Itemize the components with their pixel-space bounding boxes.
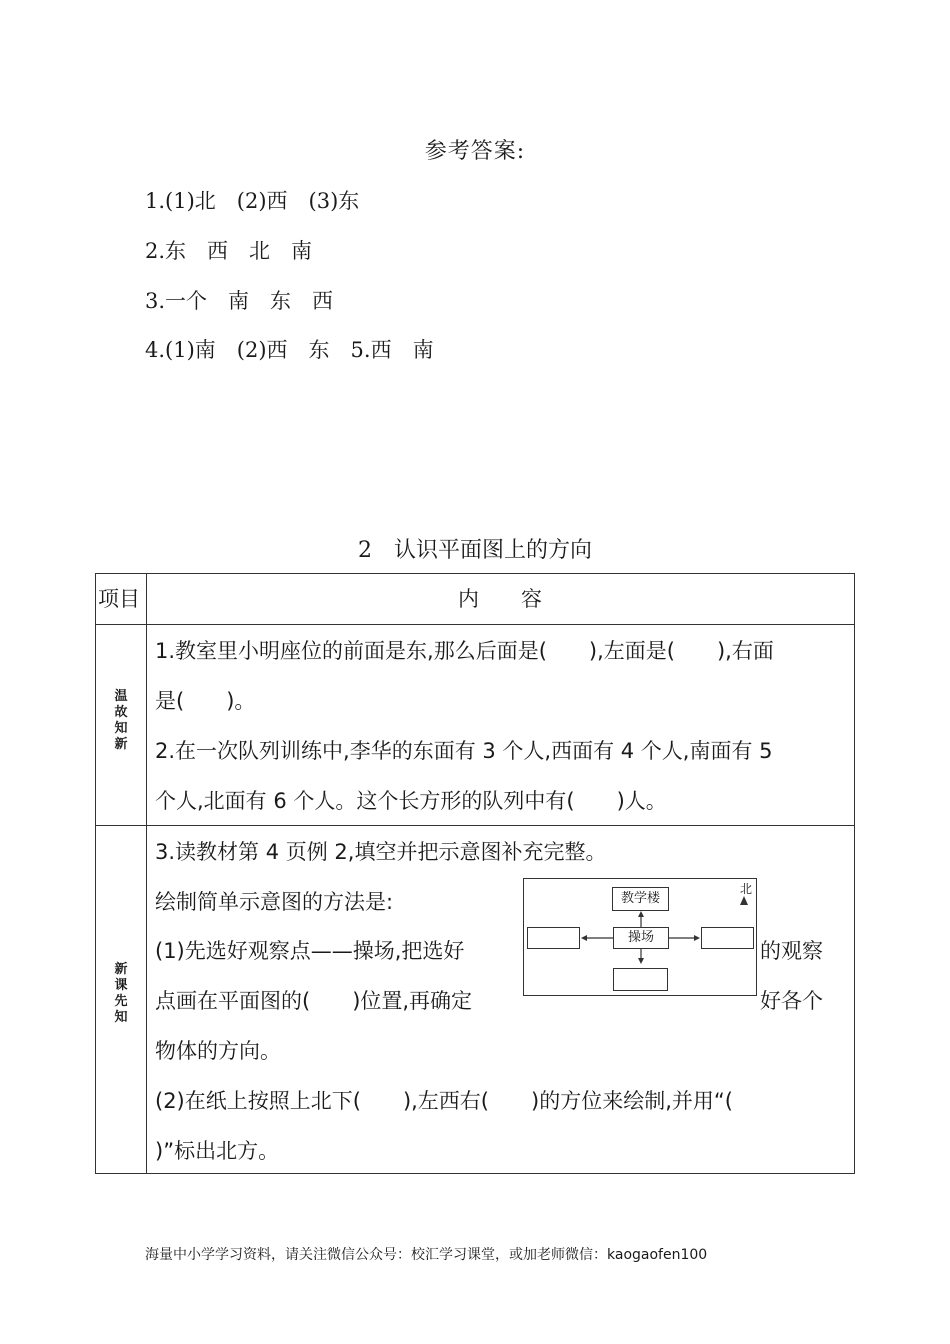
row1-label-char: 知 xyxy=(114,721,128,736)
row1-line-3: 2.在一次队列训练中,李华的东面有 3 个人,西面有 4 个人,南面有 5 xyxy=(155,739,773,763)
row2-label-char: 知 xyxy=(114,1010,128,1025)
content-table xyxy=(95,573,855,1174)
row2-line-7: )”标出北方。 xyxy=(155,1139,280,1163)
answer-line-1: 1.(1)北 (2)西 (3)东 xyxy=(145,189,360,213)
row1-label-char: 温 xyxy=(114,689,128,704)
row2-line-6: (2)在纸上按照上北下( ),左西右( )的方位来绘制,并用“( xyxy=(155,1089,733,1113)
row1-label-char: 新 xyxy=(114,737,128,752)
answer-line-4: 4.(1)南 (2)西 东 5.西 南 xyxy=(145,338,434,362)
row2-line-2: 绘制简单示意图的方法是: xyxy=(155,890,394,914)
row2-label-char: 先 xyxy=(114,994,128,1009)
row2-line-4-right: 好各个 xyxy=(760,989,823,1013)
footer-note: 海量中小学学习资料，请关注微信公众号：校汇学习课堂，或加老师微信：kaogaofen100 xyxy=(145,1247,708,1263)
row2-label-char: 课 xyxy=(114,978,128,993)
table-column-divider xyxy=(146,574,147,1173)
north-label: 北 xyxy=(739,882,752,896)
row2-line-3-right: 的观察 xyxy=(760,939,823,963)
row2-line-5: 物体的方向。 xyxy=(155,1039,281,1063)
table-row-divider-1 xyxy=(96,825,854,826)
row1-line-4: 个人,北面有 6 个人。这个长方形的队列中有( )人。 xyxy=(155,789,667,813)
answer-title: 参考答案: xyxy=(424,139,526,164)
row2-line-4-left: 点画在平面图的( )位置,再确定 xyxy=(155,989,473,1013)
row1-label xyxy=(96,689,146,753)
blank-box-east xyxy=(701,927,754,949)
row1-line-1: 1.教室里小明座位的前面是东,那么后面是( ),左面是( ),右面 xyxy=(155,639,774,663)
row1-label-char: 故 xyxy=(114,705,128,720)
row2-line-3-left: (1)先选好观察点——操场,把选好 xyxy=(155,939,465,963)
header-content: 内 容 xyxy=(458,587,542,611)
row1-line-2: 是( )。 xyxy=(155,689,256,713)
blank-box-west xyxy=(527,927,580,949)
answer-line-2: 2.东 西 北 南 xyxy=(145,239,313,263)
direction-diagram xyxy=(523,878,757,996)
blank-box-south xyxy=(613,968,668,991)
answer-line-3: 3.一个 南 东 西 xyxy=(145,289,334,313)
row2-line-1: 3.读教材第 4 页例 2,填空并把示意图补充完整。 xyxy=(155,840,607,864)
table-row-divider-header xyxy=(96,624,854,625)
playground-box: 操场 xyxy=(613,927,669,949)
building-box: 教学楼 xyxy=(612,887,669,911)
section-title: 2 认识平面图上的方向 xyxy=(358,538,592,563)
row2-label xyxy=(96,962,146,1026)
header-item: 项目 xyxy=(98,587,140,611)
row2-label-char: 新 xyxy=(114,962,128,977)
